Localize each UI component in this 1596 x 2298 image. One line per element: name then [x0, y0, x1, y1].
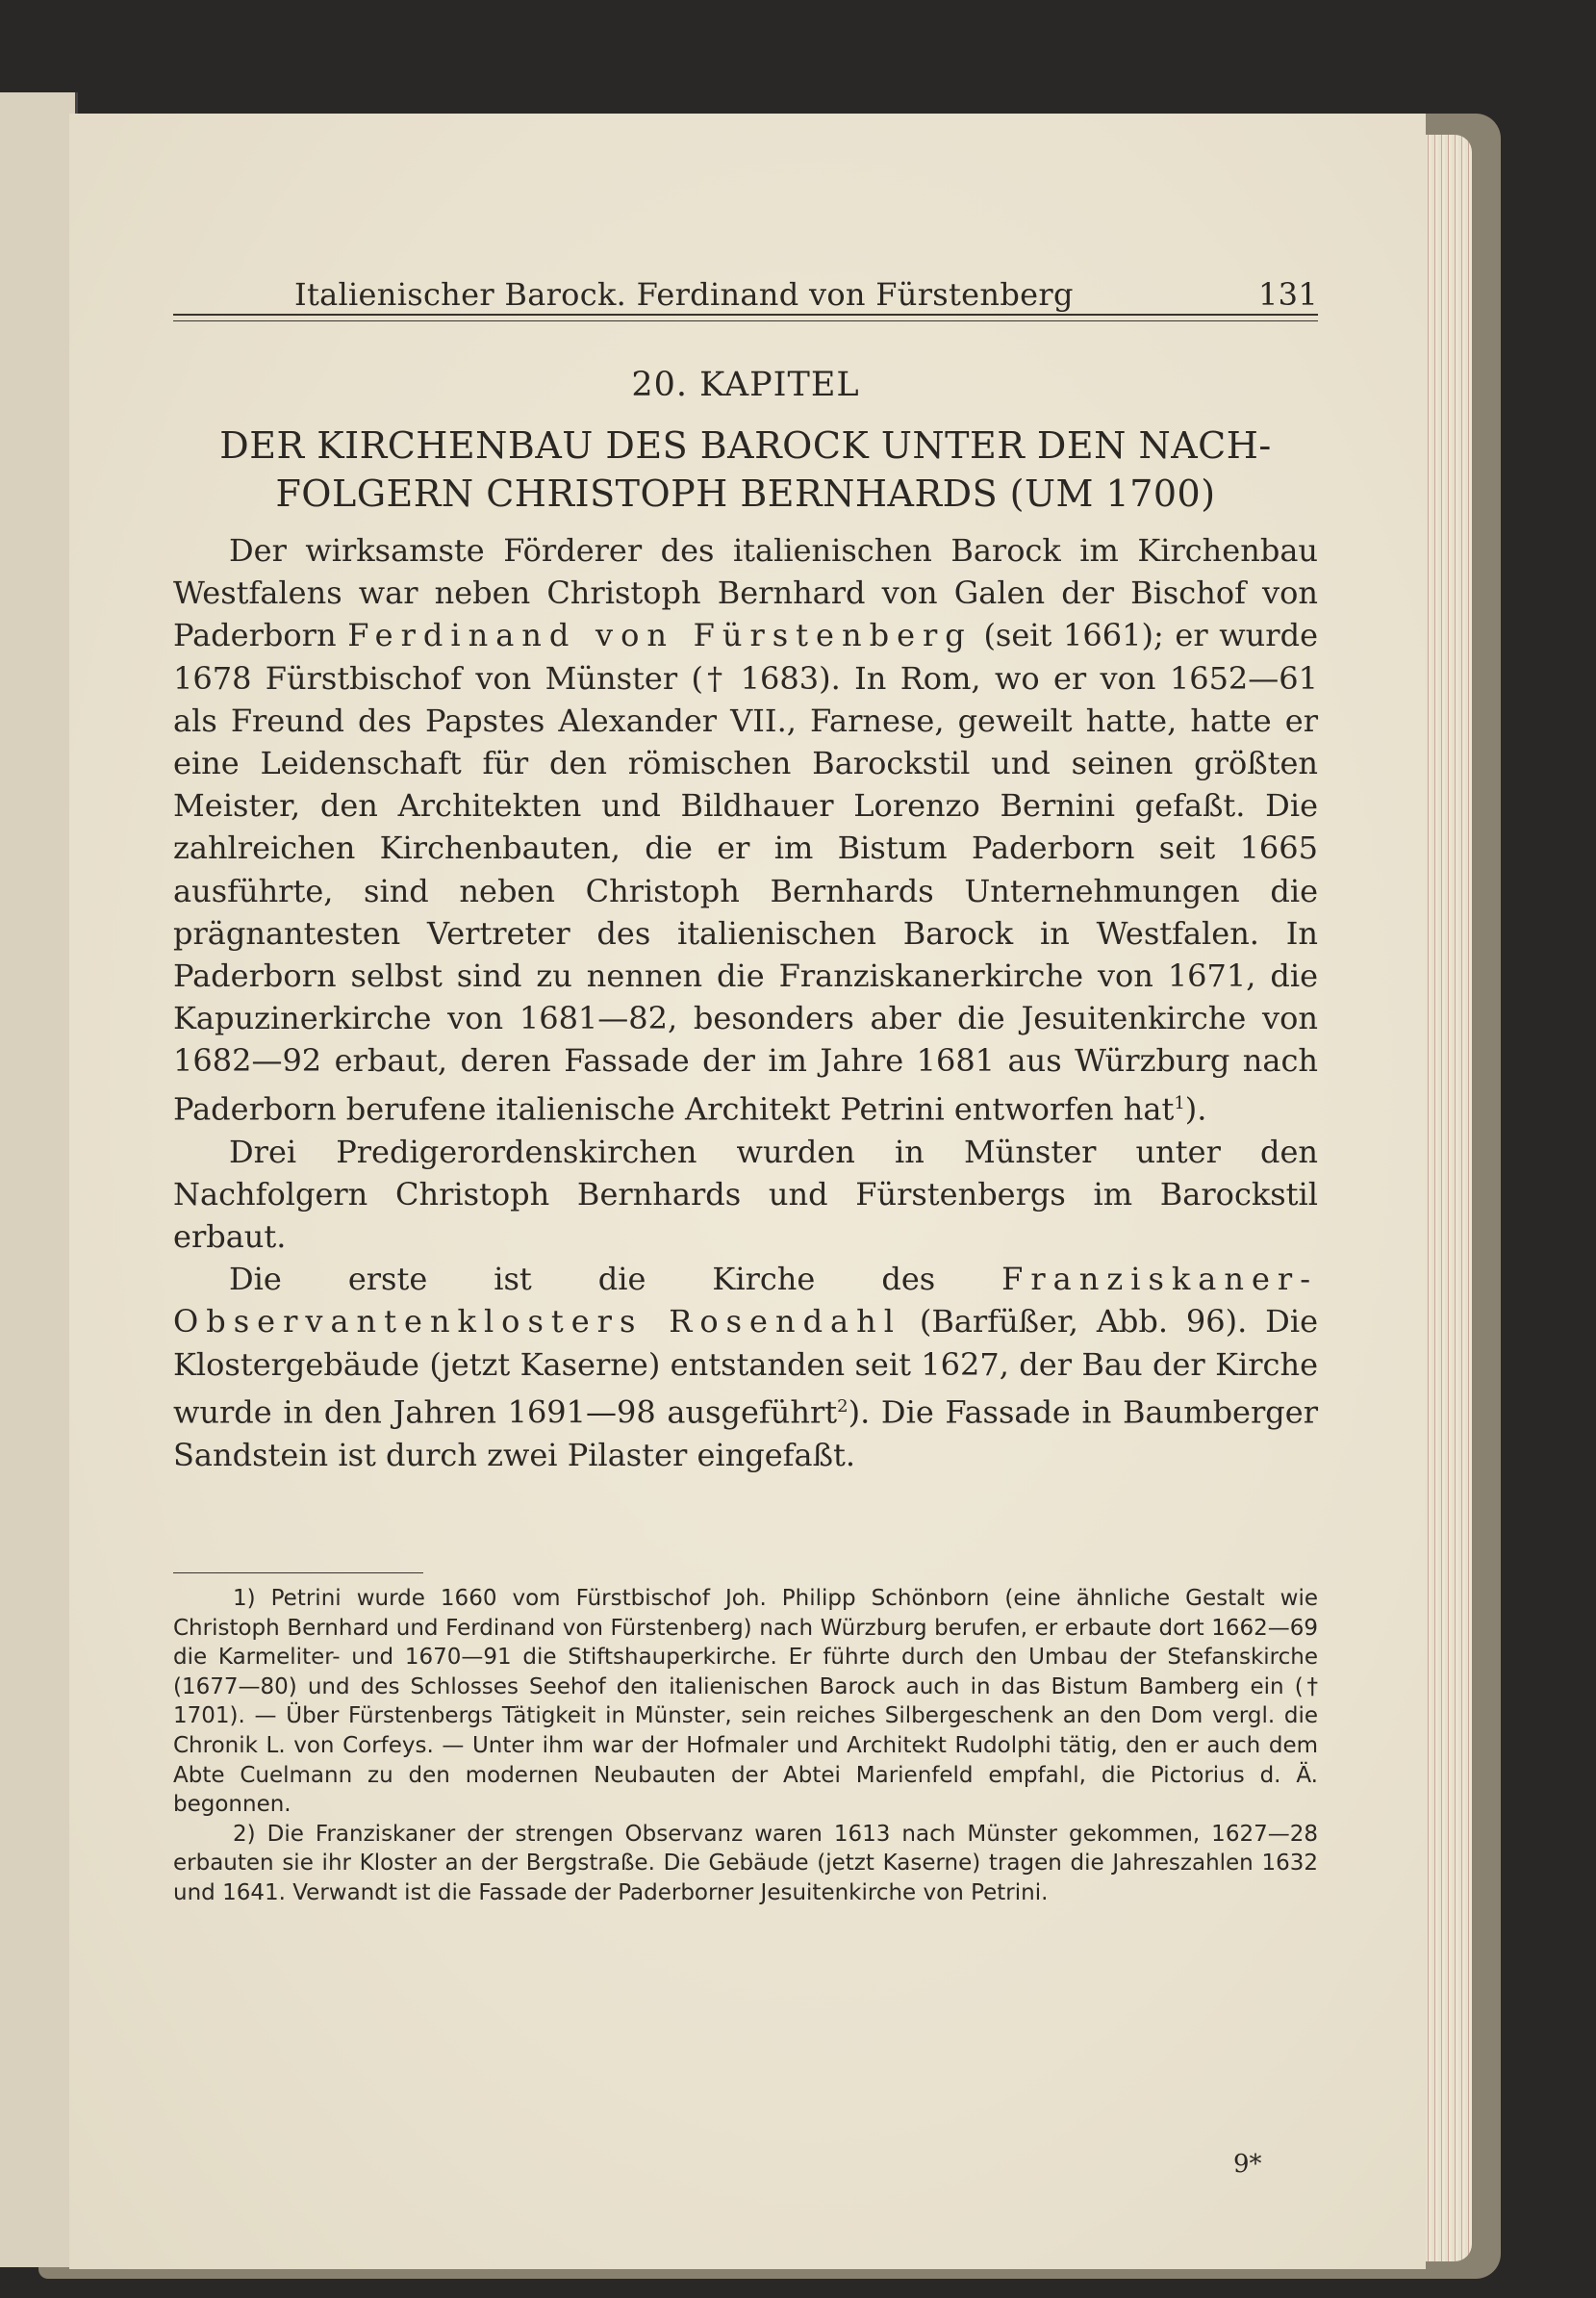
spaced-name: Franziskaner-Observantenklosters Rosendahl — [173, 1261, 1318, 1340]
page-number: 131 — [1258, 276, 1318, 313]
chapter-title-line-2: FOLGERN CHRISTOPH BERNHARDS (UM 1700) — [275, 472, 1216, 515]
paragraph-text: (Barfüßer, Abb. 96). Die Klostergebäude (jetzt Kaserne) entstanden seit 1627, der Bau der Kirche wurde in den Jahren 1691—98 ausgeführt — [173, 1303, 1319, 1431]
book-page — [69, 114, 1426, 2269]
running-title: Italienischer Barock. Ferdinand von Fürstenberg — [294, 276, 1074, 313]
chapter-title — [173, 421, 1318, 518]
header-rule-thin — [173, 320, 1318, 321]
body-text — [173, 529, 1318, 1476]
footnote-ref: 1 — [1174, 1092, 1185, 1113]
paragraph-text: ). Die Fassade in Baumberger Sandstein ist durch zwei Pilaster eingefaßt. — [173, 1393, 1319, 1473]
chapter-title-line-1: DER KIRCHENBAU DES BAROCK UNTER DEN NACH- — [219, 424, 1272, 467]
signature-mark: 9* — [1233, 2150, 1262, 2179]
paragraph-text: ). — [1184, 1090, 1207, 1128]
footnote-2: 2) Die Franziskaner der strengen Observanz waren 1613 nach Münster gekommen, 1627—28 erbauten sie ihr Kloster an der Bergstraße. Die Gebäude (jetzt Kaserne) tragen die Jahreszahlen 1632 und 1641. Verwandt ist die Fassade der Paderborner Jesuitenkirche von Petrini. — [173, 1821, 1318, 1905]
chapter-number: 20. KAPITEL — [631, 366, 860, 404]
paragraph-text: Die erste ist die Kirche des — [229, 1261, 1002, 1298]
paragraph-text: (seit 1661); er wurde 1678 Fürstbischof von Münster († 1683). In Rom, wo er von 1652—61 als Freund des Papstes Alexander VII., Farnese, geweilt hatte, hatte er eine Leidenschaft für den römischen Barockstil und seinen größten Meister, den Architekten und Bildhauer Lorenzo Bernini gefaßt. Die zahlreichen Kirchenbauten, die er im Bistum Paderborn seit 1665 ausführte, sind neben Christoph Bernhards Unternehmungen die prägnantesten Vertreter des italienischen Barock in Westfalen. In Paderborn selbst sind zu nennen die Franziskanerkirche von 1671, die Kapuzinerkirche von 1681—82, besonders aber die Jesuitenkirche von 1682—92 erbaut, deren Fassade der im Jahre 1681 aus Würzburg nach Paderborn berufene italienische Architekt Petrini entworfen hat — [173, 617, 1319, 1128]
spaced-name: Ferdinand von Fürstenberg — [347, 617, 973, 654]
paragraph-text: Der wirksamste Förderer des italienischen Barock im Kirchenbau Westfalens war neben Christoph Bernhard von Galen der Bischof von Paderborn — [173, 532, 1318, 654]
header-rule — [173, 314, 1318, 316]
footnote-ref: 2 — [837, 1395, 849, 1417]
footnote-rule — [173, 1572, 423, 1573]
footnotes — [173, 1584, 1318, 1908]
paragraph — [173, 1258, 1318, 1476]
paragraph — [173, 529, 1318, 1131]
left-page-edge — [0, 92, 78, 2267]
footnote-1: 1) Petrini wurde 1660 vom Fürstbischof Joh. Philipp Schönborn (eine ähnliche Gestalt wie Christoph Bernhard und Ferdinand von Fürstenberg) nach Würzburg berufen, er erbaute dort 1662—69 die Karmeliter- und 1670—91 die Stiftshauperkirche. Er führte durch den Umbau der Stefanskirche (1677—80) und des Schlosses Seehof den italienischen Barock auch in das Bistum Bamberg ein († 1701). — Über Fürstenbergs Tätigkeit in Münster, sein reiches Silbergeschenk an den Dom vergl. die Chronik L. von Corfeys. — Unter ihm war der Hofmaler und Architekt Rudolphi tätig, den er auch dem Abte Cuelmann zu den modernen Neubauten der Abtei Marienfeld empfahl, die Pictorius d. Ä. begonnen. — [173, 1586, 1318, 1818]
paragraph: Drei Predigerordenskirchen wurden in Münster unter den Nachfolgern Christoph Bernhards und Fürstenbergs im Barockstil erbaut. — [173, 1133, 1318, 1255]
